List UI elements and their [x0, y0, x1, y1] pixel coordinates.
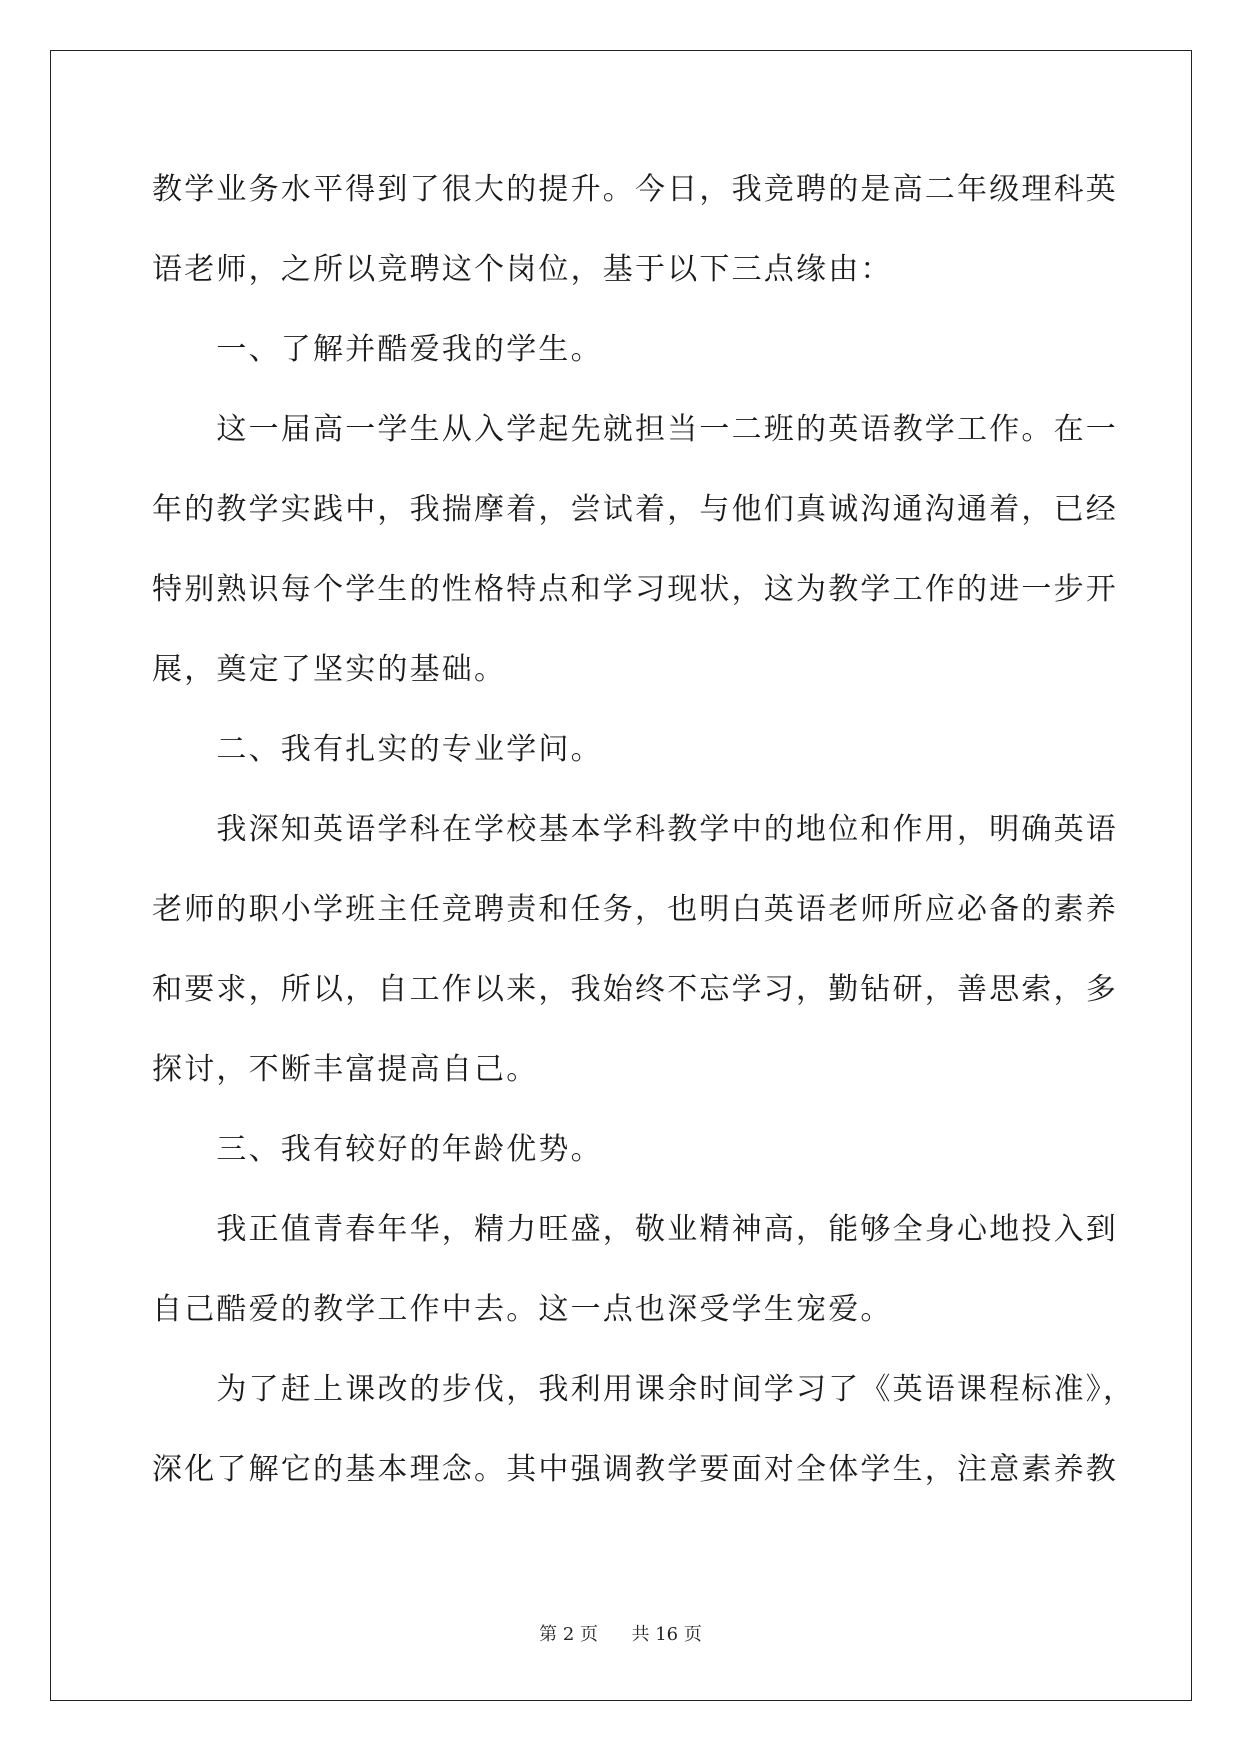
text-line: 自己酷爱的教学工作中去。这一点也深受学生宠爱。 — [152, 1292, 893, 1327]
page-number: 第 2 页 — [539, 1624, 599, 1645]
page-footer — [0, 1620, 1241, 1646]
text-line: 探讨，不断丰富提高自己。 — [152, 1052, 539, 1087]
text-line: 和要求，所以，自工作以来，我始终不忘学习，勤钻研，善思索，多 — [152, 972, 1118, 1007]
text-line: 年的教学实践中，我揣摩着，尝试着，与他们真诚沟通沟通着，已经 — [152, 492, 1118, 527]
page-total: 共 16 页 — [631, 1624, 702, 1645]
text-line: 我深知英语学科在学校基本学科教学中的地位和作用，明确英语 — [152, 812, 1118, 847]
text-line: 深化了解它的基本理念。其中强调教学要面对全体学生，注意素养教 — [152, 1452, 1118, 1487]
text-line: 特别熟识每个学生的性格特点和学习现状，这为教学工作的进一步开 — [152, 572, 1118, 607]
text-line: 展，奠定了坚实的基础。 — [152, 652, 507, 687]
text-line: 老师的职小学班主任竞聘责和任务，也明白英语老师所应必备的素养 — [152, 892, 1118, 927]
text-line: 三、我有较好的年龄优势。 — [152, 1132, 603, 1167]
text-line: 教学业务水平得到了很大的提升。今日，我竞聘的是高二年级理科英 — [152, 172, 1118, 207]
text-line: 二、我有扎实的专业学问。 — [152, 732, 603, 767]
text-line: 为了赶上课改的步伐，我利用课余时间学习了《英语课程标准》， — [152, 1372, 1136, 1407]
text-line: 我正值青春年华，精力旺盛，敬业精神高，能够全身心地投入到 — [152, 1212, 1118, 1247]
text-line: 语老师，之所以竞聘这个岗位，基于以下三点缘由： — [152, 252, 893, 287]
text-line: 这一届高一学生从入学起先就担当一二班的英语教学工作。在一 — [152, 412, 1118, 447]
text-line: 一、了解并酷爱我的学生。 — [152, 332, 603, 367]
